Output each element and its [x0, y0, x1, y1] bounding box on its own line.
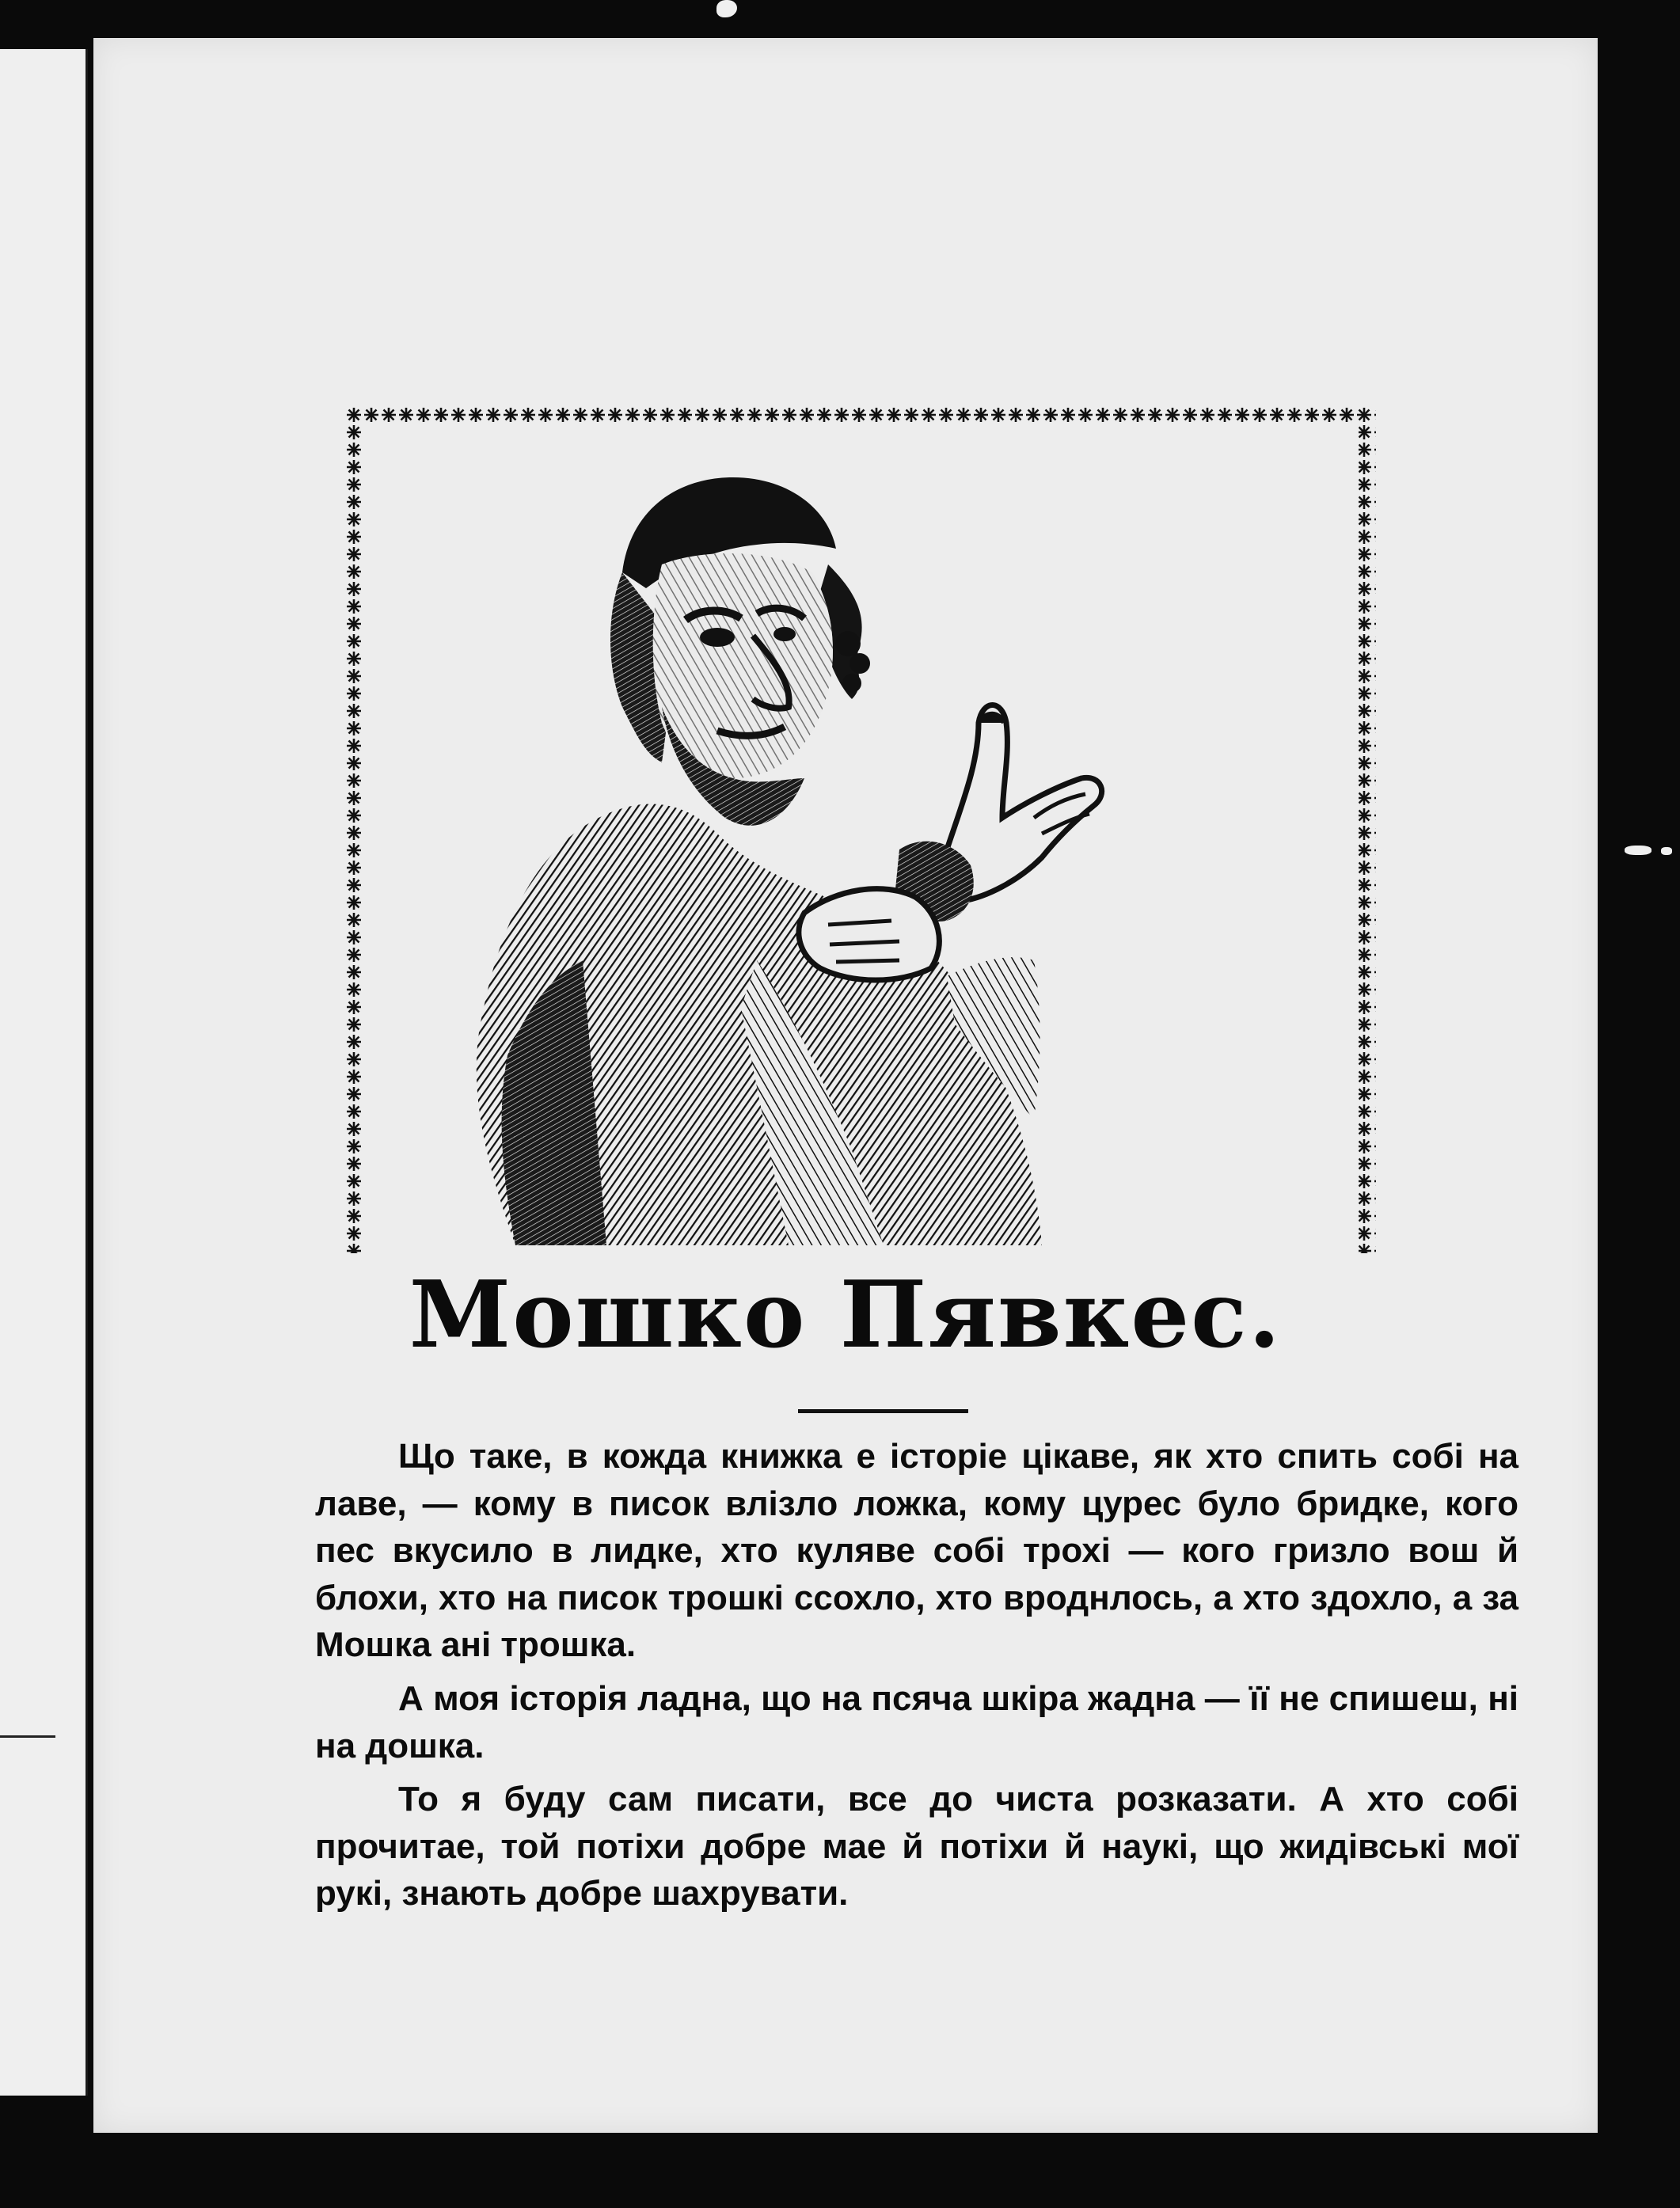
paragraph: Що таке, в кожда книжка е історіе цікаве, як хто спить собі на лаве, — кому в писок влізло ложка, кому цурес було бридке, кого пес вкусило в лидке, хто куляве собі трохі — кого гризло вош й блохи, хто на писок трошкі ссохло, хто вроднлось, а хто здохло, а за Мошка ані трошка. [315, 1437, 1518, 1665]
paragraph: А моя історія ладна, що на псяча шкіра жадна — її не спишеш, ні на дошка. [315, 1678, 1518, 1765]
scan-speck [1625, 846, 1651, 855]
title-rule [798, 1409, 968, 1413]
illustration-frame [345, 406, 1376, 1253]
engraving-portrait [345, 406, 1376, 1253]
scan-speck [716, 0, 737, 17]
page-title: Мошко Пявкес. [409, 1261, 1283, 1369]
paragraph: То я буду сам писати, все до чиста розказати. А хто собі прочитае, той потіхи добре мае й потіхи й наукі, що жидівські мої рукі, знають добре шахрувати. [315, 1780, 1518, 1913]
previous-page-edge [0, 49, 88, 2096]
scan-speck [1661, 847, 1672, 855]
book-page [93, 38, 1598, 2133]
edge-mark [0, 1735, 55, 1738]
body-text [315, 1433, 1518, 1917]
